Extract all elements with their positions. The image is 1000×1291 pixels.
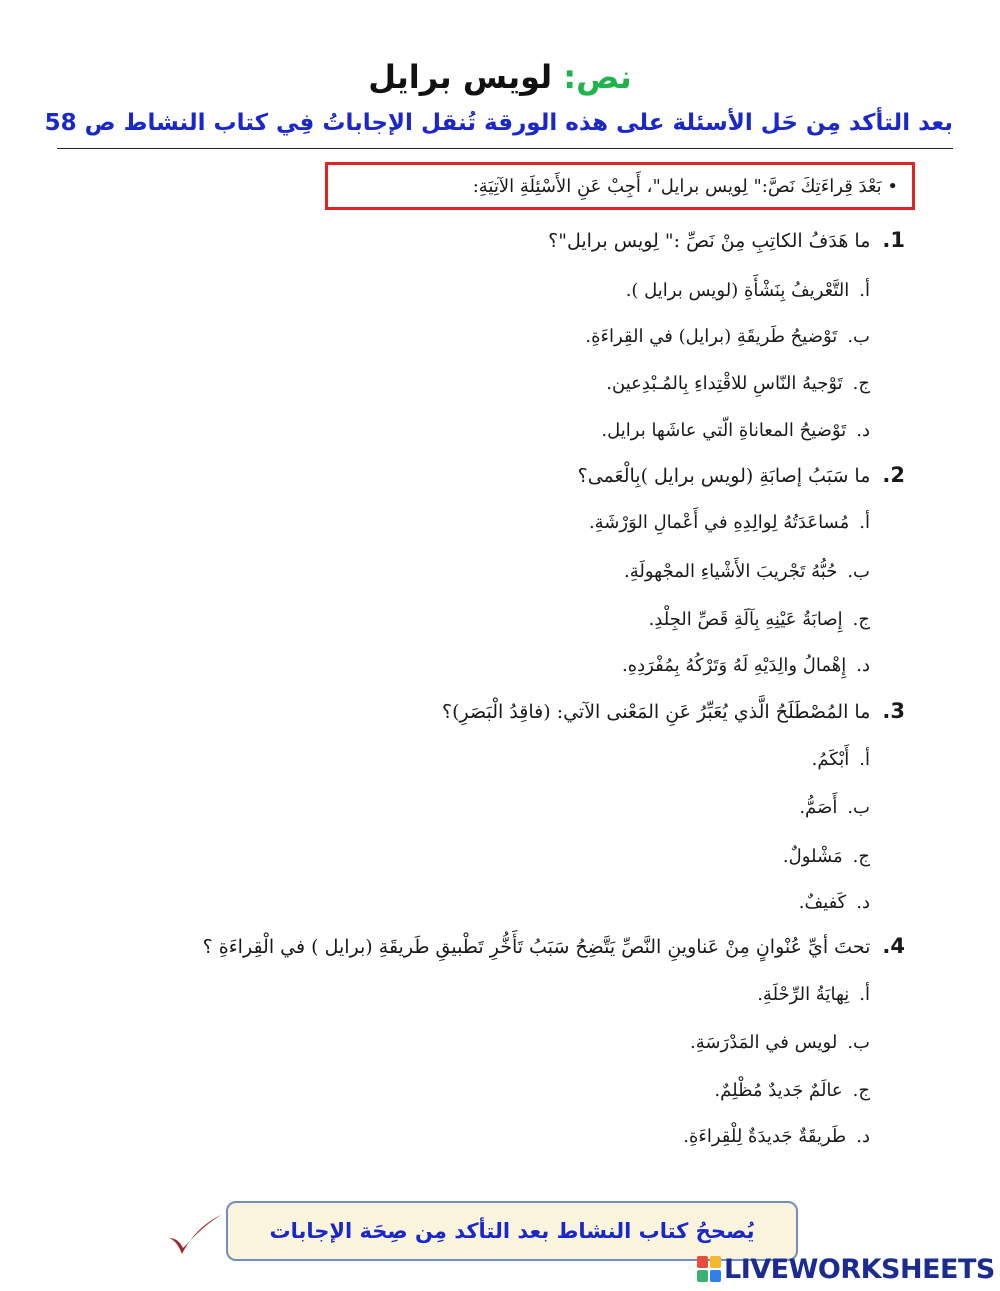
- footer-note: يُصححُ كتاب النشاط بعد التأكد مِن صِحَة الإجابات: [269, 1219, 755, 1243]
- page-subtitle: بعد التأكد مِن حَل الأسئلة على هذه الورقة تُنقل الإجاباتُ فِي كتاب النشاط ص 58: [44, 110, 953, 136]
- option-letter: ج.: [852, 1080, 870, 1101]
- option-letter: د.: [856, 420, 870, 441]
- option-letter: ب.: [847, 326, 870, 347]
- option-text: إِصابَةُ عَيْنِهِ بِآلَةِ قَصِّ الجِلْدِ.: [648, 609, 843, 630]
- question-2: [578, 463, 905, 487]
- option-4b[interactable]: [690, 1032, 870, 1053]
- option-4a[interactable]: [757, 984, 870, 1005]
- question-number: 4.: [882, 934, 905, 958]
- title-prefix: نص:: [563, 58, 632, 96]
- question-1: [548, 228, 905, 252]
- checkmark-icon: [165, 1208, 225, 1258]
- option-text: تَوْجيهُ النّاسِ للاقْتِداءِ بِالمُـبْدِعين.: [606, 373, 843, 394]
- option-1c[interactable]: [606, 373, 870, 394]
- option-4d[interactable]: [683, 1126, 870, 1147]
- option-3c[interactable]: [783, 846, 870, 867]
- option-text: كَفيفٌ.: [798, 892, 847, 913]
- option-1d[interactable]: [601, 420, 870, 441]
- brand-name: LIVEWORKSHEETS: [724, 1253, 995, 1285]
- header-divider: [57, 148, 953, 149]
- option-2a[interactable]: [589, 512, 870, 533]
- option-text: طَريقَةٌ جَديدَةٌ لِلْقِراءَةِ.: [683, 1126, 847, 1147]
- option-letter: أ.: [859, 280, 870, 301]
- option-3b[interactable]: [799, 797, 870, 818]
- option-letter: ب.: [847, 561, 870, 582]
- option-letter: ب.: [847, 797, 870, 818]
- option-letter: أ.: [859, 512, 870, 533]
- option-text: تَوْضيحُ طَريقَةِ (برايل) في القِراءَةِ.: [585, 326, 838, 347]
- option-letter: أ.: [859, 984, 870, 1005]
- question-text: تحتَ أيِّ عُنْوانٍ مِنْ عَناوينِ النَّصِّ يَتَّضِحُ سَبَبُ تَأَخُّرِ تَطْبيقِ طَريقَةِ (برايل ) في الْقِراءَةِ ؟: [202, 936, 871, 958]
- option-letter: ج.: [852, 373, 870, 394]
- page-title: [0, 58, 1000, 96]
- option-text: التَّعْريفُ بِنَشْأَةِ (لويس برايل ).: [625, 280, 850, 301]
- option-letter: ب.: [847, 1032, 870, 1053]
- option-text: أَبْكَمُ.: [811, 749, 850, 770]
- option-4c[interactable]: [714, 1080, 870, 1101]
- question-text: ما هَدَفُ الكاتِبِ مِنْ نَصِّ :" لِويس برايل"؟: [548, 230, 871, 252]
- option-1a[interactable]: [626, 280, 870, 301]
- option-2b[interactable]: [624, 561, 870, 582]
- option-text: إِهْمالُ والِدَيْهِ لَهُ وَتَرْكُهُ بِمُفْرَدِهِ.: [622, 655, 847, 676]
- option-2c[interactable]: [649, 609, 870, 630]
- option-letter: ج.: [852, 609, 870, 630]
- option-letter: د.: [856, 1126, 870, 1147]
- option-text: لويس في المَدْرَسَةِ.: [690, 1032, 838, 1053]
- option-text: مُساعَدَتُهُ لِوالِدِهِ في أَعْمالِ الوَرْشَةِ.: [588, 512, 850, 533]
- option-3d[interactable]: [799, 892, 870, 913]
- option-text: أَصَمُّ.: [799, 797, 838, 818]
- option-letter: أ.: [859, 749, 870, 770]
- option-1b[interactable]: [585, 326, 870, 347]
- option-2d[interactable]: [622, 655, 870, 676]
- question-3: [442, 699, 905, 723]
- instruction-box: [325, 162, 915, 210]
- brand-watermark: [697, 1252, 995, 1286]
- instruction-text: • بَعْدَ قِراءَتِكَ نَصَّ:" لِويس برايل"، أَجِبْ عَنِ الأَسْئِلَةِ الآتِيَةِ:: [472, 175, 898, 197]
- question-text: ما سَبَبُ إصابَةِ (لويس برايل )بِالْعَمى؟: [577, 465, 871, 487]
- question-text: ما المُصْطَلَحُ الَّذي يُعَبِّرُ عَنِ المَعْنى الآتي: (فاقِدُ الْبَصَرِ)؟: [442, 701, 871, 723]
- option-text: نِهايَةُ الرِّحْلَةِ.: [757, 984, 850, 1005]
- option-letter: ج.: [852, 846, 870, 867]
- option-3a[interactable]: [812, 749, 870, 770]
- option-letter: د.: [856, 655, 870, 676]
- option-text: عالَمٌ جَديدٌ مُظْلِمٌ.: [714, 1080, 843, 1101]
- option-text: حُبُّهُ تَجْريبَ الأَشْياءِ المجْهولَةِ.: [624, 561, 838, 582]
- option-letter: د.: [856, 892, 870, 913]
- question-4: [203, 934, 905, 958]
- title-main: لويس برايل: [368, 58, 553, 96]
- option-text: تَوْضيحُ المعاناةِ الّتي عاشَها برايل.: [601, 420, 847, 441]
- question-number: 2.: [882, 463, 905, 487]
- question-number: 3.: [882, 699, 905, 723]
- liveworksheets-logo-icon: [697, 1256, 721, 1282]
- option-text: مَشْلولٌ.: [782, 846, 843, 867]
- question-number: 1.: [882, 228, 905, 252]
